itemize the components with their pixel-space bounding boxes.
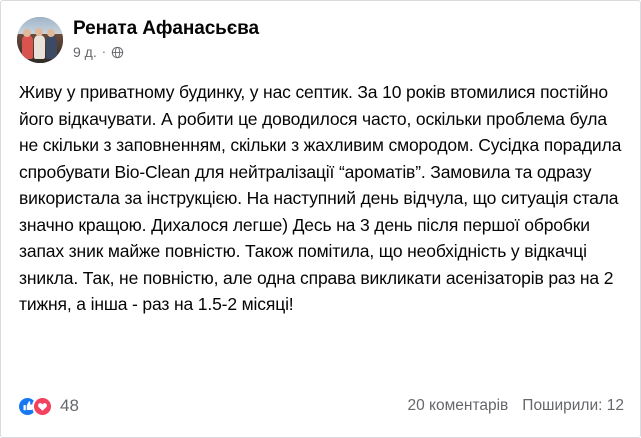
shares-count[interactable]: Поширили: 12: [522, 397, 624, 414]
post-header-text: [73, 17, 259, 60]
reaction-count: 48: [60, 396, 79, 415]
reactions-summary[interactable]: [17, 396, 79, 417]
avatar-person-middle: [34, 35, 45, 59]
comments-count[interactable]: 20 коментарів: [407, 397, 509, 414]
author-name[interactable]: Рената Афанасьєва: [73, 18, 259, 39]
avatar-head-left: [23, 29, 31, 37]
avatar-head-middle: [35, 28, 43, 36]
avatar-head-right: [47, 29, 55, 37]
post-stats: [407, 397, 624, 415]
avatar[interactable]: [17, 17, 63, 63]
post-header: [1, 1, 640, 63]
avatar-person-left: [22, 35, 33, 59]
reaction-icons: [17, 396, 53, 417]
avatar-person-right: [46, 35, 57, 59]
meta-separator: ·: [101, 44, 107, 59]
post-message-text: Живу у приватному будинку, у нас септик. За 10 років втомилися постійно його відкачувати. А робити це доводилося часто, оскільки проблема була не скільки з заповненням, скільки з жахливим смородом. Сусідка порадила спробувати Bio-Clean для нейтралізації “ароматів”. Замовила та одразу використала за інструкцією. На наступний день відчула, що ситуація стала значно кращою. Дихалося легше) Десь на 3 день після першої обробки запах зник майже повністю. Також помітила, що необхідність у відкачці зникла. Так, не повністю, але одна справа викликати асенізаторів раз на 2 тижня, а інша - раз на 1.5-2 місяці!: [19, 82, 622, 314]
post-meta: [73, 44, 259, 60]
heart-icon: [32, 396, 53, 417]
globe-icon[interactable]: [111, 46, 124, 59]
post-footer: [1, 375, 640, 437]
post-timestamp[interactable]: 9 д.: [73, 44, 97, 60]
